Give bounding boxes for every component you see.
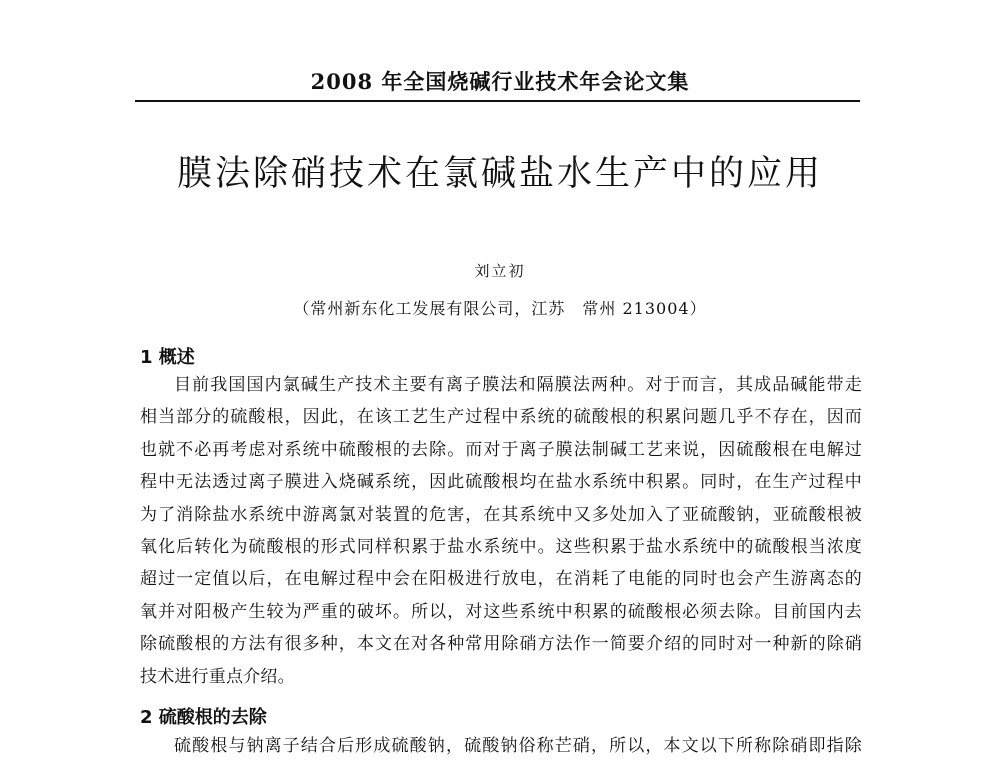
header-rule [135, 100, 860, 102]
paragraph-line: 程中无法透过离子膜进入烧碱系统，因此硫酸根均在盐水系统中积累。同时，在生产过程中 [140, 472, 862, 493]
section-heading-sulfate-removal: 2 硫酸根的去除 [140, 707, 267, 728]
paragraph-line: 目前我国国内氯碱生产技术主要有离子膜法和隔膜法两种。对于而言，其成品碱能带走 [174, 375, 862, 395]
paragraph-line: 技术进行重点介绍。 [140, 666, 295, 687]
paragraph-line: 除硫酸根的方法有很多种，本文在对各种常用除硝方法作一简要介绍的同时对一种新的除硝 [140, 634, 862, 655]
paragraph-line: 硫酸根与钠离子结合后形成硫酸钠，硫酸钠俗称芒硝，所以，本文以下所称除硝即指除 [174, 736, 862, 756]
paragraph-line: 超过一定值以后，在电解过程中会在阳极进行放电，在消耗了电能的同时也会产生游离态的 [140, 569, 862, 590]
author-affiliation: （常州新东化工发展有限公司，江苏 常州 213004） [293, 299, 707, 318]
paper-title: 膜法除硝技术在氯碱盐水生产中的应用 [176, 154, 823, 194]
section-body-overview [140, 369, 862, 693]
paragraph-line: 为了消除盐水系统中游离氯对装置的危害，在其系统中又多处加入了亚硫酸钠，亚硫酸根被 [140, 504, 862, 525]
paragraph-line: 也就不必再考虑对系统中硫酸根的去除。而对于离子膜法制碱工艺来说，因硫酸根在电解过 [140, 439, 862, 460]
paragraph-line: 氧化后转化为硫酸根的形式同样积累于盐水系统中。这些积累于盐水系统中的硫酸根当浓度 [140, 536, 862, 557]
section-heading-overview: 1 概述 [140, 347, 195, 368]
running-header: 2008 年全国烧碱行业技术年会论文集 [310, 69, 690, 94]
section-body-sulfate-removal [140, 730, 862, 762]
author-name: 刘立初 [474, 262, 526, 280]
paragraph-line: 氧并对阳极产生较为严重的破坏。所以，对这些系统中积累的硫酸根必须去除。目前国内去 [140, 601, 862, 622]
paragraph-line: 相当部分的硫酸根，因此，在该工艺生产过程中系统的硫酸根的积累问题几乎不存在，因而 [140, 407, 862, 428]
